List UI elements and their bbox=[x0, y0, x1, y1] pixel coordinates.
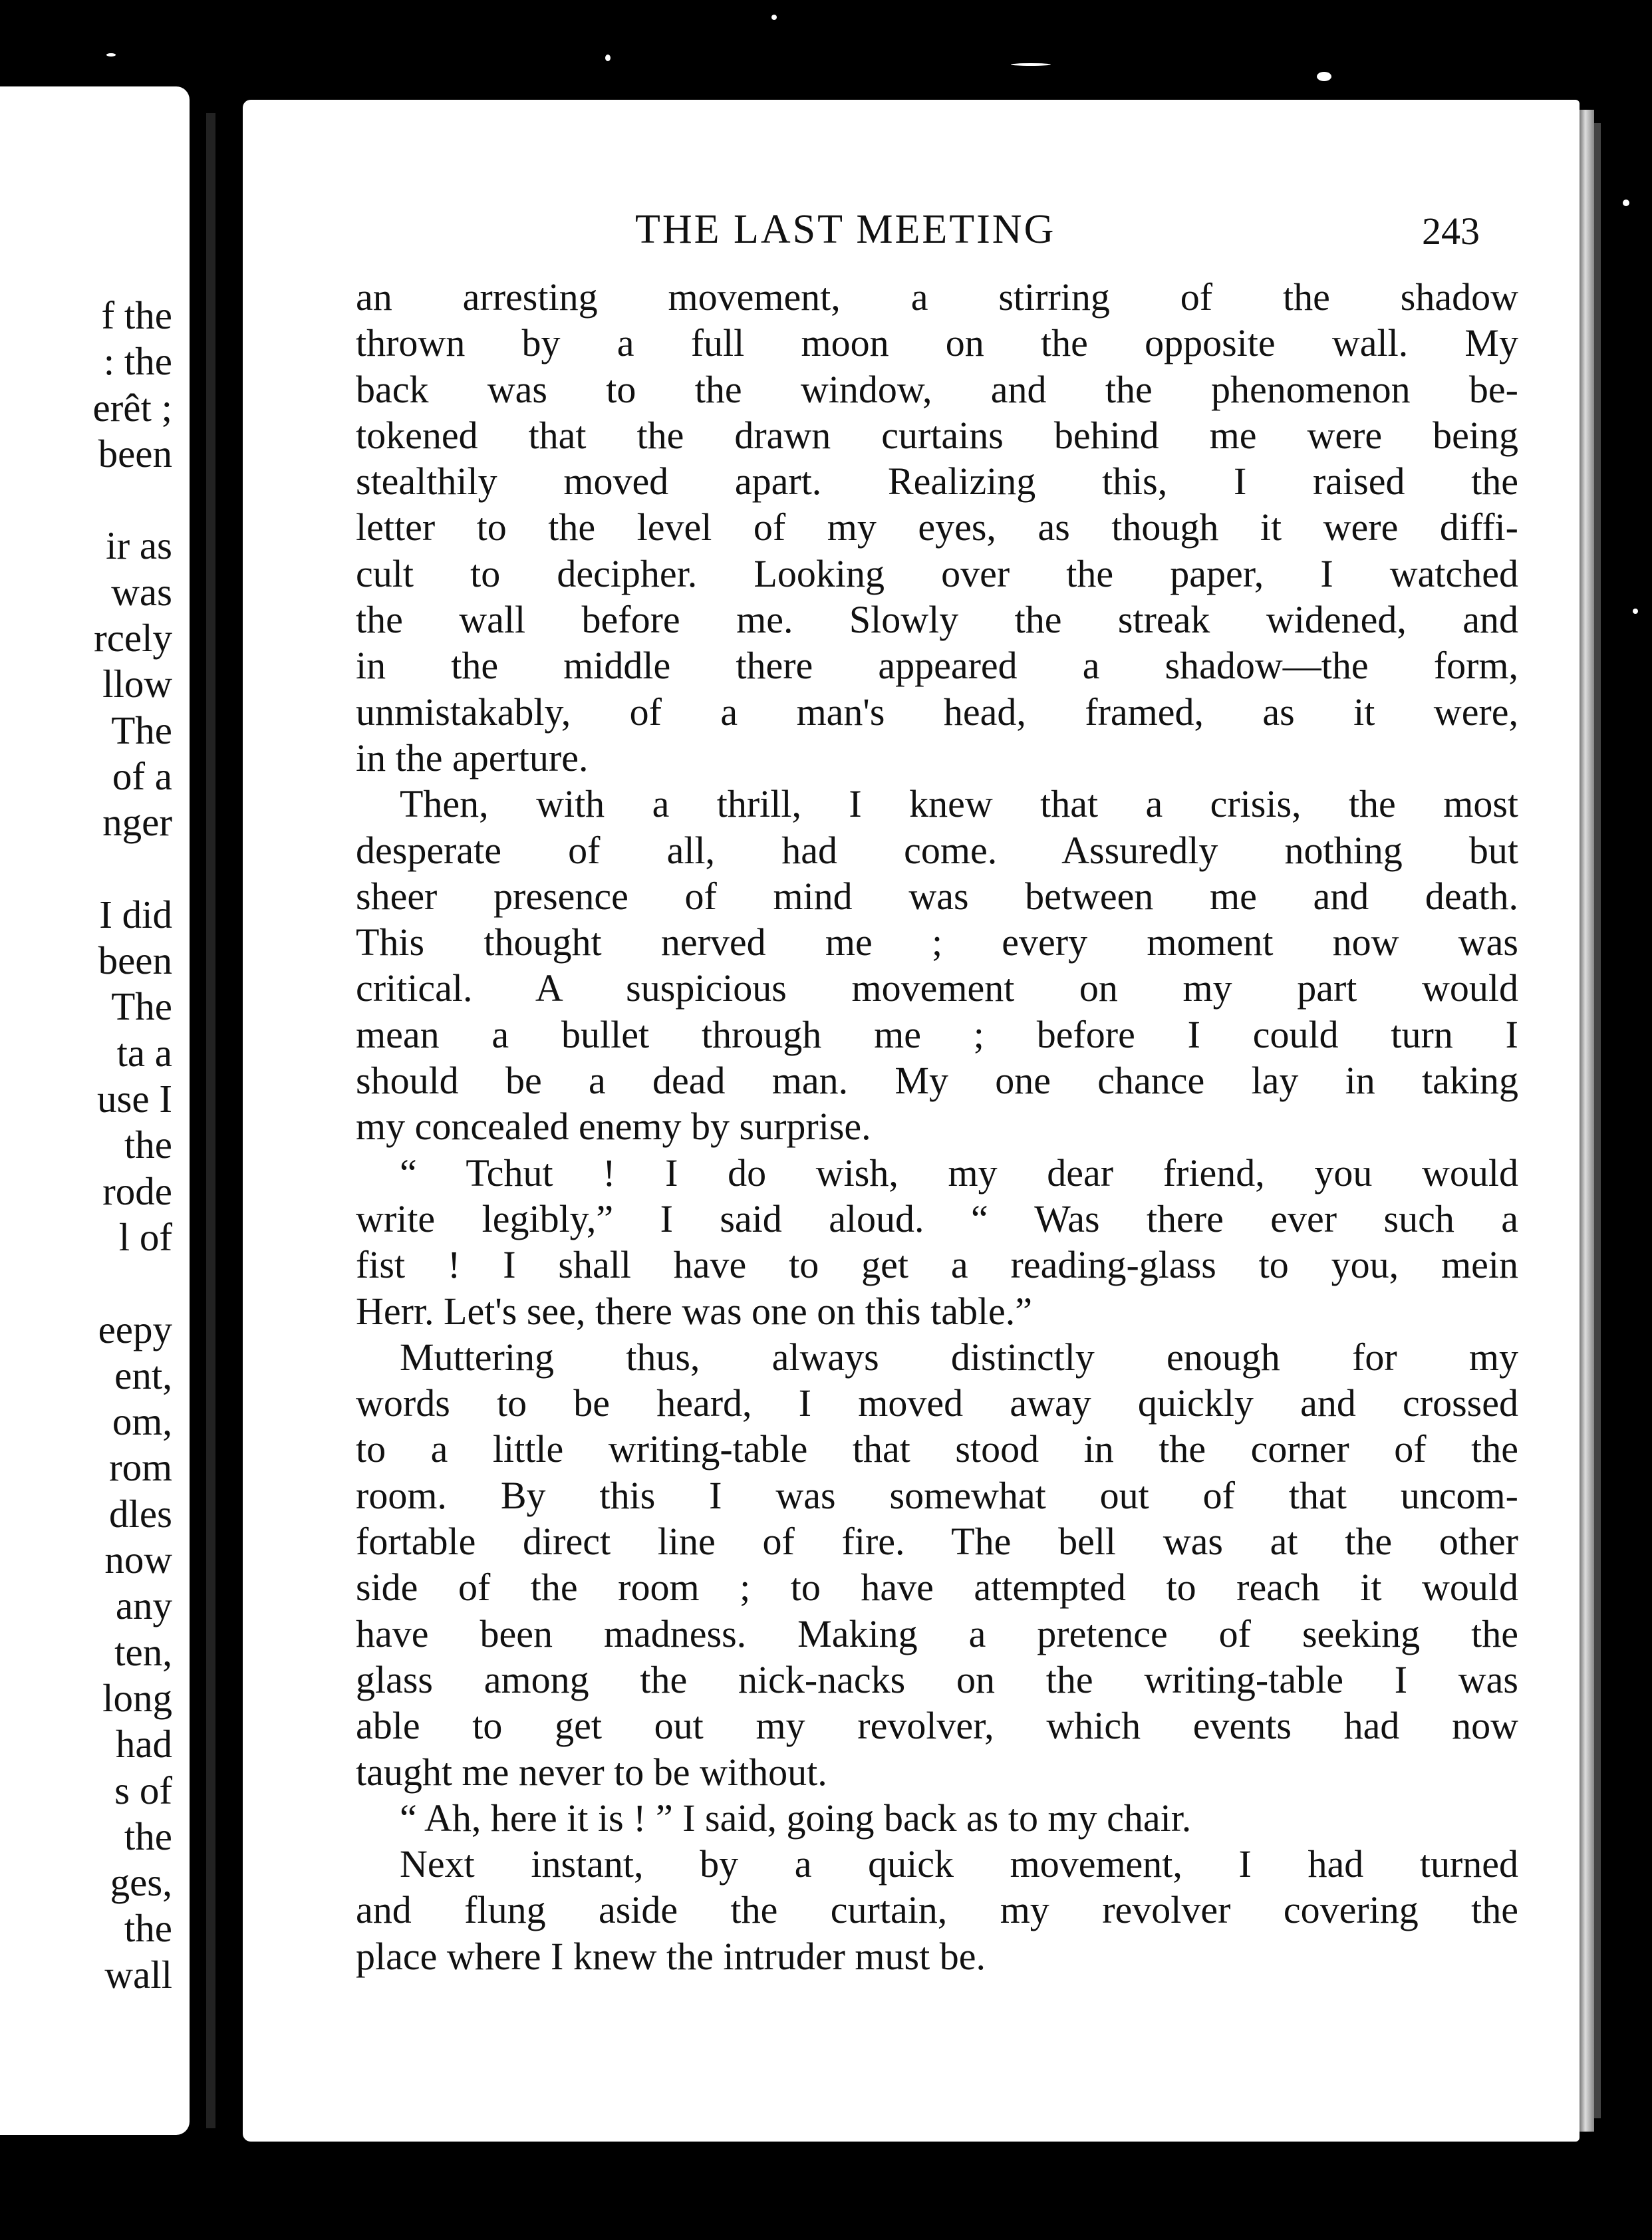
previous-page-line: The bbox=[111, 984, 172, 1029]
previous-page-line: erêt ; bbox=[92, 385, 172, 430]
body-line: words to be heard, I moved away quickly and crossed bbox=[356, 1381, 1518, 1425]
previous-page-line: ta a bbox=[116, 1030, 172, 1075]
previous-page-line: of a bbox=[112, 754, 172, 798]
body-line: Herr. Let's see, there was one on this table.” bbox=[356, 1289, 1033, 1333]
body-line: letter to the level of my eyes, as though it were diffi- bbox=[356, 505, 1518, 549]
page-header bbox=[243, 206, 1580, 259]
previous-page-fragment bbox=[0, 86, 190, 2135]
scan-speck bbox=[771, 15, 777, 20]
body-line: Muttering thus, always distinctly enough for my bbox=[400, 1335, 1518, 1379]
previous-page-line: the bbox=[124, 1906, 172, 1951]
book-page bbox=[243, 100, 1580, 2142]
scan-speck bbox=[1633, 609, 1638, 614]
previous-page-line: been bbox=[98, 431, 172, 476]
body-line: “ Tchut ! I do wish, my dear friend, you would bbox=[400, 1151, 1518, 1194]
scan-speck bbox=[1011, 63, 1051, 66]
previous-page-line: rcely bbox=[94, 616, 172, 660]
previous-page-line: ges, bbox=[110, 1860, 172, 1905]
page-body-text bbox=[356, 274, 1518, 1979]
body-line: in the middle there appeared a shadow—the form, bbox=[356, 644, 1518, 688]
previous-page-line: dles bbox=[108, 1491, 172, 1536]
body-line: stealthily moved apart. Realizing this, I raised the bbox=[356, 460, 1518, 503]
previous-page-line: rom bbox=[108, 1445, 172, 1490]
previous-page-line: l of bbox=[118, 1214, 172, 1259]
body-line: Then, with a thrill, I knew that a crisis, the most bbox=[400, 782, 1518, 826]
body-line: back was to the window, and the phenomenon be- bbox=[356, 367, 1518, 411]
previous-page-line: I did bbox=[99, 892, 172, 936]
scan-speck bbox=[1317, 72, 1331, 81]
previous-page-line: llow bbox=[102, 662, 172, 706]
body-line: taught me never to be without. bbox=[356, 1750, 827, 1794]
previous-page-line: been bbox=[98, 938, 172, 983]
previous-page-line: long bbox=[102, 1675, 172, 1720]
body-line: Next instant, by a quick movement, I had turned bbox=[400, 1842, 1518, 1886]
body-line: “ Ah, here it is ! ” I said, going back as to my chair. bbox=[400, 1796, 1192, 1840]
previous-page-text bbox=[92, 293, 172, 1998]
body-line: unmistakably, of a man's head, framed, as it were, bbox=[356, 690, 1518, 734]
previous-page-line: any bbox=[115, 1584, 172, 1628]
previous-page-line: the bbox=[124, 1123, 172, 1167]
previous-page-line: use I bbox=[96, 1077, 172, 1121]
page-stack-shadow bbox=[1594, 123, 1601, 2118]
scan-speck bbox=[605, 55, 611, 61]
previous-page-line: The bbox=[111, 708, 172, 752]
page-number: 243 bbox=[1422, 210, 1480, 253]
previous-page-line: ten, bbox=[114, 1629, 172, 1674]
previous-page-line: ir as bbox=[106, 523, 172, 568]
previous-page-line: had bbox=[115, 1722, 172, 1766]
body-line: sheer presence of mind was between me and death. bbox=[356, 874, 1518, 918]
scan-speck bbox=[106, 53, 116, 57]
body-line: mean a bullet through me ; before I could turn I bbox=[356, 1012, 1518, 1056]
body-line: cult to decipher. Looking over the paper, I watched bbox=[356, 551, 1518, 595]
previous-page-line bbox=[92, 477, 172, 523]
body-line: to a little writing-table that stood in the corner of the bbox=[356, 1427, 1518, 1471]
body-line: my concealed enemy by surprise. bbox=[356, 1105, 871, 1149]
running-head: THE LAST MEETING bbox=[635, 207, 1056, 252]
previous-page-line: rode bbox=[102, 1169, 172, 1213]
body-line: side of the room ; to have attempted to reach it would bbox=[356, 1566, 1518, 1610]
body-line: fist ! I shall have to get a reading-glass to you, mein bbox=[356, 1243, 1518, 1287]
previous-page-line: f the bbox=[101, 293, 172, 337]
body-line: an arresting movement, a stirring of the shadow bbox=[356, 275, 1518, 319]
book-gutter bbox=[190, 0, 243, 2240]
body-line: thrown by a full moon on the opposite wall. My bbox=[356, 321, 1518, 365]
body-line: critical. A suspicious movement on my part would bbox=[356, 966, 1518, 1010]
body-line: and flung aside the curtain, my revolver covering the bbox=[356, 1888, 1518, 1932]
previous-page-line: was bbox=[111, 569, 172, 614]
gutter-shadow bbox=[206, 113, 215, 2128]
previous-page-line: eepy bbox=[98, 1307, 172, 1351]
previous-page-line: om, bbox=[112, 1399, 172, 1444]
previous-page-line: now bbox=[104, 1538, 172, 1582]
previous-page-line bbox=[92, 1260, 172, 1306]
body-line: place where I knew the intruder must be. bbox=[356, 1934, 986, 1978]
body-line: write legibly,” I said aloud. “ Was there ever such a bbox=[356, 1196, 1518, 1240]
body-line: should be a dead man. My one chance lay in taking bbox=[356, 1059, 1518, 1103]
scan-speck bbox=[1623, 200, 1629, 206]
previous-page-line bbox=[92, 846, 172, 892]
body-line: room. By this I was somewhat out of that uncom- bbox=[356, 1473, 1518, 1517]
body-line: fortable direct line of fire. The bell was at the other bbox=[356, 1520, 1518, 1564]
body-line: desperate of all, had come. Assuredly nothing but bbox=[356, 828, 1518, 872]
previous-page-line: the bbox=[124, 1814, 172, 1858]
previous-page-line: wall bbox=[104, 1952, 172, 1997]
body-line: This thought nerved me ; every moment now was bbox=[356, 920, 1518, 964]
body-line: glass among the nick-nacks on the writing-table I was bbox=[356, 1657, 1518, 1701]
body-line: in the aperture. bbox=[356, 736, 589, 779]
body-line: have been madness. Making a pretence of seeking the bbox=[356, 1611, 1518, 1655]
previous-page-line: ent, bbox=[114, 1353, 172, 1397]
page-stack-edge bbox=[1580, 110, 1594, 2132]
previous-page-line: nger bbox=[102, 800, 172, 845]
previous-page-line: : the bbox=[103, 339, 172, 384]
body-line: able to get out my revolver, which events had now bbox=[356, 1704, 1518, 1748]
body-line: the wall before me. Slowly the streak widened, and bbox=[356, 598, 1518, 642]
body-line: tokened that the drawn curtains behind me were being bbox=[356, 413, 1518, 457]
previous-page-line: s of bbox=[114, 1768, 172, 1812]
